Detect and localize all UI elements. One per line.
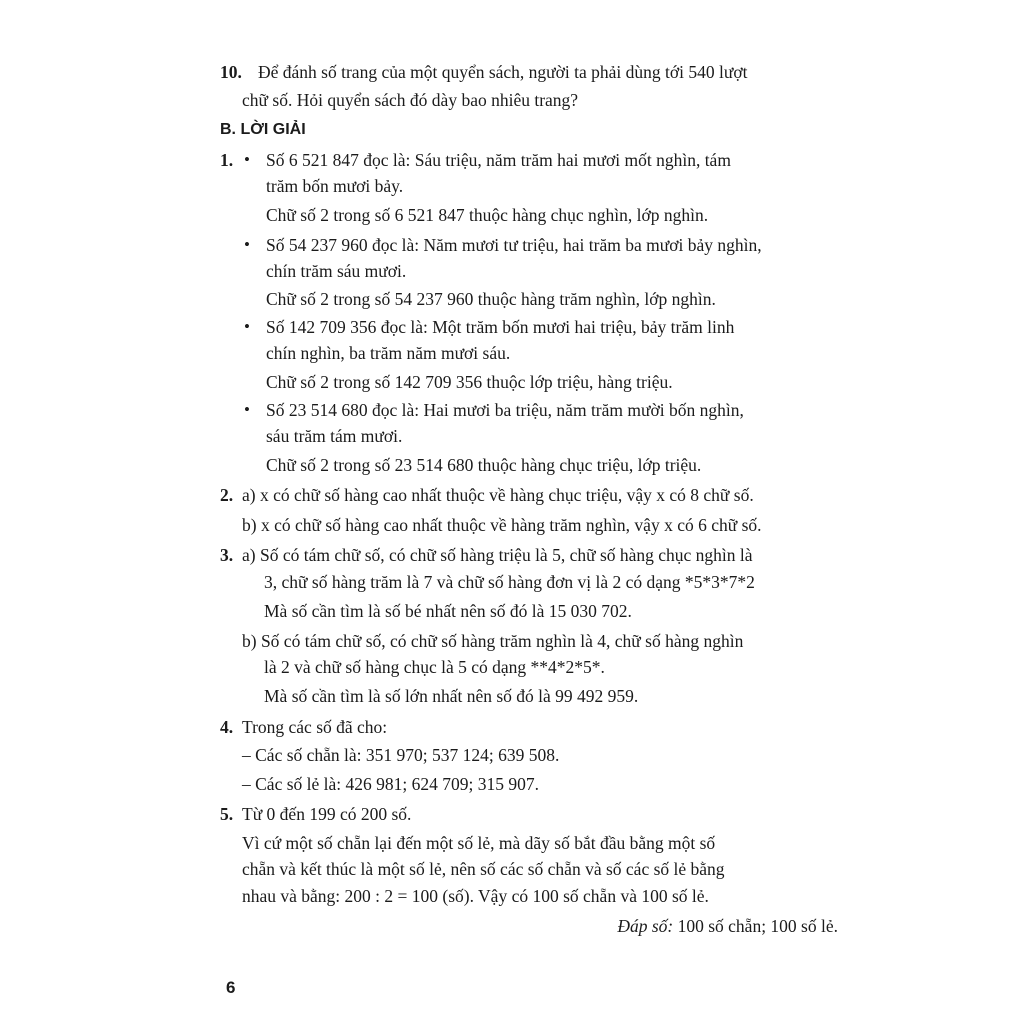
s5-number: 5. [220,804,234,824]
s3-b-line-2: là 2 và chữ số hàng chục là 5 có dạng **4*2*5*. [264,657,605,677]
q10-number: 10. [220,62,242,82]
s2-number: 2. [220,485,234,505]
s3-a-line-3: Mà số cần tìm là số bé nhất nên số đó là 15 030 702. [264,601,632,621]
s1-d-note: Chữ số 2 trong số 23 514 680 thuộc hàng chục triệu, lớp triệu. [266,455,702,475]
s3-number: 3. [220,545,234,565]
s4-number: 4. [220,717,234,737]
s5-line-2: Vì cứ một số chẵn lại đến một số lẻ, mà dãy số bắt đầu bằng một số [242,833,716,853]
s1-c-note: Chữ số 2 trong số 142 709 356 thuộc lớp triệu, hàng triệu. [266,372,673,392]
s3-a-line-2: 3, chữ số hàng trăm là 7 và chữ số hàng đơn vị là 2 có dạng *5*3*7*2 [264,572,755,592]
s1-c-line-1: Số 142 709 356 đọc là: Một trăm bốn mươi hai triệu, bảy trăm linh [266,317,735,337]
bullet-icon: • [244,235,250,254]
s3-b-line-3: Mà số cần tìm là số lớn nhất nên số đó là 99 492 959. [264,686,639,706]
q10-line-2: chữ số. Hỏi quyển sách đó dày bao nhiêu trang? [242,90,579,110]
s1-a-note: Chữ số 2 trong số 6 521 847 thuộc hàng chục nghìn, lớp nghìn. [266,205,709,225]
page-number: 6 [226,978,236,997]
s1-b-note: Chữ số 2 trong số 54 237 960 thuộc hàng trăm nghìn, lớp nghìn. [266,289,716,309]
bullet-icon: • [244,317,250,336]
s5-answer [617,914,838,938]
s1-b-line-2: chín trăm sáu mươi. [266,261,407,281]
s4-odd-numbers: – Các số lẻ là: 426 981; 624 709; 315 907. [242,774,539,794]
bullet-icon: • [244,150,250,169]
s1-d-line-2: sáu trăm tám mươi. [266,426,403,446]
s1-d-line-1: Số 23 514 680 đọc là: Hai mươi ba triệu, năm trăm mười bốn nghìn, [266,400,744,420]
s4-intro: Trong các số đã cho: [242,717,388,737]
s1-a-line-2: trăm bốn mươi bảy. [266,176,404,196]
s2-part-a: a) x có chữ số hàng cao nhất thuộc về hàng chục triệu, vậy x có 8 chữ số. [242,485,754,505]
s3-a-line-1: a) Số có tám chữ số, có chữ số hàng triệu là 5, chữ số hàng chục nghìn là [242,545,753,565]
s5-line-4: nhau và bằng: 200 : 2 = 100 (số). Vậy có 100 số chẵn và 100 số lẻ. [242,886,709,906]
bullet-icon: • [244,400,250,419]
s2-part-b: b) x có chữ số hàng cao nhất thuộc về hàng trăm nghìn, vậy x có 6 chữ số. [242,515,762,535]
s4-even-numbers: – Các số chẵn là: 351 970; 537 124; 639 508. [242,745,560,765]
q10-line-1: Để đánh số trang của một quyển sách, người ta phải dùng tới 540 lượt [258,62,748,82]
s5-line-3: chẵn và kết thúc là một số lẻ, nên số các số chẵn và số các số lẻ bằng [242,859,725,879]
s1-b-line-1: Số 54 237 960 đọc là: Năm mươi tư triệu, hai trăm ba mươi bảy nghìn, [266,235,762,255]
section-title: B. LỜI GIẢI [220,121,306,138]
answer-value: 100 số chẵn; 100 số lẻ. [677,916,838,936]
s3-b-line-1: b) Số có tám chữ số, có chữ số hàng trăm nghìn là 4, chữ số hàng nghìn [242,631,744,651]
s1-a-line-1: Số 6 521 847 đọc là: Sáu triệu, năm trăm hai mươi mốt nghìn, tám [266,150,731,170]
answer-label: Đáp số: [617,916,674,936]
s5-line-1: Từ 0 đến 199 có 200 số. [242,804,412,824]
s1-c-line-2: chín nghìn, ba trăm năm mươi sáu. [266,343,511,363]
s1-number: 1. [220,150,234,170]
